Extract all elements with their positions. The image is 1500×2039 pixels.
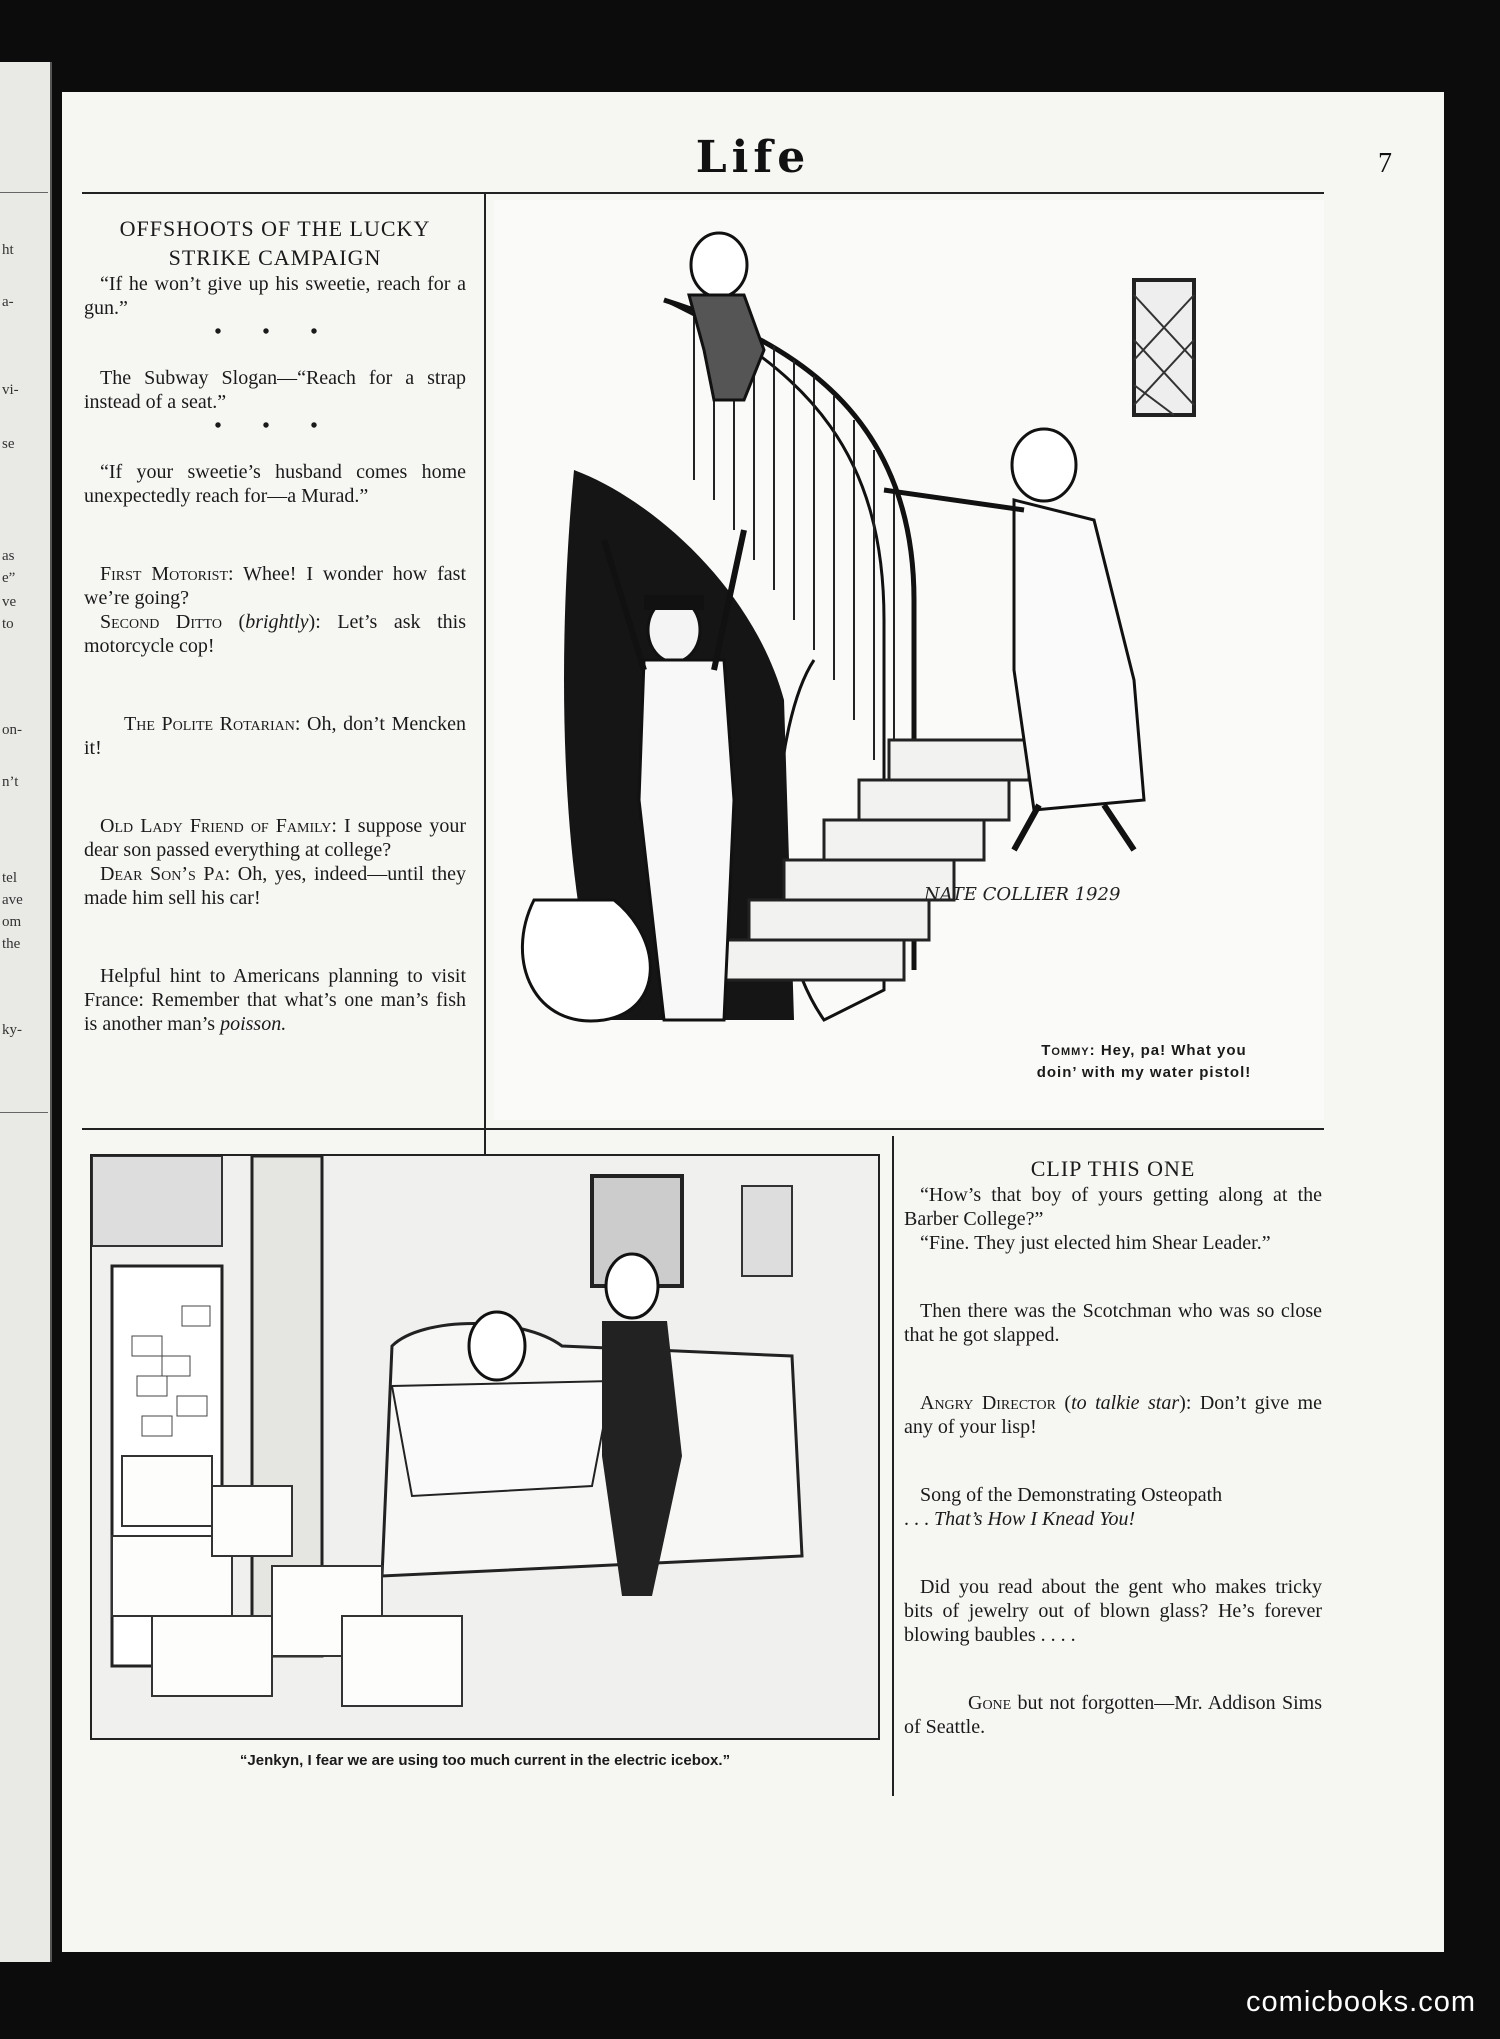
previous-page-edge xyxy=(0,62,52,1962)
column-rule-top xyxy=(484,194,486,1224)
joke-dialogue: Angry Director (to talkie star): Don’t give me any of your lisp! xyxy=(904,1392,1322,1438)
joke-line: “Fine. They just elected him Shear Leader.” xyxy=(920,1232,1271,1254)
joke-slogan: “If he won’t give up his sweetie, reach for a gun.” xyxy=(84,273,466,319)
joke-dialogue: Old Lady Friend of Family: I suppose your dear son passed everything at college? xyxy=(84,815,467,861)
prev-fragment: the xyxy=(2,936,21,952)
icebox-cartoon xyxy=(90,1154,880,1740)
section-heading: CLIP THIS ONE xyxy=(1030,1156,1196,1181)
joke-slogan: “If your sweetie’s husband comes home unexpectedly reach for—a Murad.” xyxy=(84,461,466,507)
prev-fragment: as xyxy=(2,548,15,564)
joke-dialogue: The Polite Rotarian: Oh, don’t Mencken it! xyxy=(84,713,466,759)
staircase-cartoon xyxy=(494,200,1324,1120)
left-column xyxy=(84,214,466,1036)
icebox-illustration xyxy=(92,1156,878,1738)
mid-rule xyxy=(82,1128,1324,1130)
joke-dialogue: First Motorist: Whee! I wonder how fast we’re going? xyxy=(84,563,466,609)
icebox-caption: “Jenkyn, I fear we are using too much current in the electric icebox.” xyxy=(239,1752,731,1769)
prev-fragment: ave xyxy=(2,892,23,908)
joke-line: Did you read about the gent who makes tricky bits of jewelry out of blown glass? He’s forever blowing baubles . . . . xyxy=(904,1576,1322,1646)
speaker-label: Old Lady Friend of Family: xyxy=(100,815,337,837)
prev-fragment: to xyxy=(2,616,14,632)
watermark: comicbooks.com xyxy=(1246,1986,1476,2018)
speaker-label: Second Ditto xyxy=(100,611,222,633)
speaker-label: First Motorist: xyxy=(100,563,234,585)
speaker-label: Tommy: xyxy=(1041,1042,1096,1059)
prev-fragment: se xyxy=(2,436,15,452)
speaker-label: Angry Director xyxy=(920,1392,1056,1414)
staircase-illustration xyxy=(494,200,1324,1120)
prev-fragment: ve xyxy=(2,594,17,610)
right-column xyxy=(904,1154,1322,1739)
joke-line: Then there was the Scotchman who was so close that he got slapped. xyxy=(904,1300,1322,1346)
joke-line: . . . That’s How I Knead You! xyxy=(904,1508,1136,1530)
prev-page-rule xyxy=(0,192,48,193)
prev-fragment: on- xyxy=(2,722,22,738)
prev-fragment: ky- xyxy=(2,1022,22,1038)
speaker-label: The Polite Rotarian: xyxy=(124,713,301,735)
magazine-page xyxy=(62,92,1444,1952)
prev-fragment: om xyxy=(2,914,22,930)
prev-fragment: a- xyxy=(2,294,14,310)
joke-hint: Helpful hint to Americans planning to visit France: Remember that what’s one man’s fish is another man’s poisson. xyxy=(84,965,466,1035)
prev-fragment: vi- xyxy=(2,382,19,398)
prev-fragment: ht xyxy=(2,242,14,258)
masthead-logo: Life xyxy=(695,132,811,183)
artist-signature: NATE COLLIER 1929 xyxy=(924,884,1121,905)
prev-page-rule xyxy=(0,1112,48,1113)
joke-dialogue: Dear Son’s Pa: Oh, yes, indeed—until they made him sell his car! xyxy=(84,863,466,909)
joke-line: “How’s that boy of yours getting along at the Barber College?” xyxy=(904,1184,1322,1230)
page-number: 7 xyxy=(1378,148,1392,179)
section-heading: OFFSHOOTS OF THE LUCKY STRIKE CAMPAIGN xyxy=(119,216,431,270)
separator-dots: • • • xyxy=(214,415,336,437)
prev-fragment: e” xyxy=(2,570,16,586)
column-rule-bottom xyxy=(892,1136,894,1796)
cartoon-caption: Tommy: Hey, pa! What you doin’ with my water pistol! xyxy=(1036,1042,1252,1081)
joke-line: Gone but not forgotten—Mr. Addison Sims of Seattle. xyxy=(904,1692,1322,1738)
prev-fragment: n’t xyxy=(2,774,19,790)
header-rule xyxy=(82,192,1324,194)
joke-slogan: The Subway Slogan—“Reach for a strap instead of a seat.” xyxy=(84,367,466,413)
separator-dots: • • • xyxy=(214,321,336,343)
speaker-label: Dear Son’s Pa: xyxy=(100,863,231,885)
joke-dialogue: Second Ditto (brightly): Let’s ask this motorcycle cop! xyxy=(84,611,466,657)
prev-fragment: tel xyxy=(2,870,17,886)
joke-line: Song of the Demonstrating Osteopath xyxy=(920,1484,1223,1506)
speaker-label: Gone xyxy=(968,1692,1012,1714)
